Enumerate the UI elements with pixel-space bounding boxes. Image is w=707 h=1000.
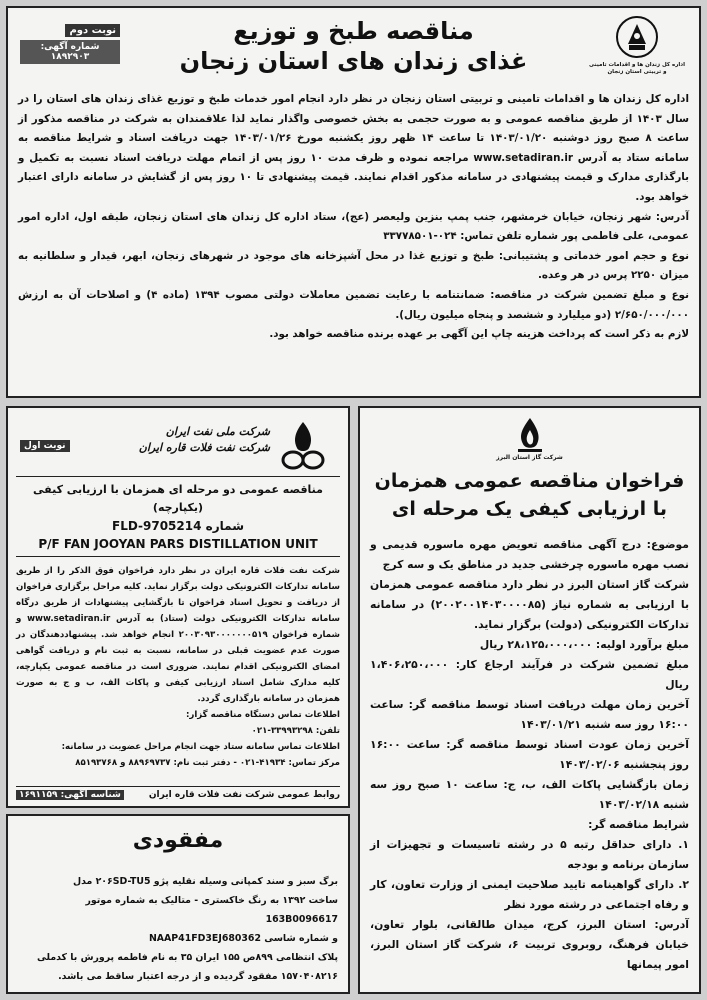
top-paragraph-5: لازم به ذکر است که پرداخت هزینه چاپ این آگهی بر عهده برنده مناقصه خواهد بود. bbox=[269, 328, 689, 341]
prison-emblem-icon bbox=[614, 14, 660, 60]
top-paragraph-1: اداره کل زندان ها و اقدامات تامینی و تربیتی استان زنجان در نظر دارد انجام امور خدمات طبخ و توزیع غذای زندان های استان را در سال ۱۴۰۳ از طریق مناقصه عمومی و به صورت حجمی به بخش خصوصی واگذار نماید لذا علاقمندان به شرکت در مناقصه مذکور از ساعت ۸ صبح روز دوشنبه ۱۴۰۳/۰۱/۲۰ تا ساعت ۱۴ ظهر روز یکشنبه مورخ ۱۴۰۳/۰۱/۲۶ جهت دریافت اسناد و شرایط مناقصه به سامانه ستاد به آدرس www.setadiran.ir مراجعه نموده و ظرف مدت ۱۰ روز پس از اتمام مهلت دریافت اسناد نسبت به تکمیل و بارگذاری مدارک و قیمت پیشنهادی در سامانه مذکور اقدام نمایند. قیمت پیشنهادی تا ۱۰ روز پس از گشایش در سامانه دارای اعتبار خواهد بود. bbox=[18, 93, 689, 203]
gas-condition-1: ۱. دارای حداقل رتبه ۵ در رشته تاسیسات و تجهیزات از سازمان برنامه و بودجه bbox=[370, 838, 690, 871]
lost-line-3: و شماره شاسی NAAP41FD3EJ680362 bbox=[148, 933, 338, 944]
oil-org-names bbox=[139, 424, 270, 456]
gas-org-caption: شرکت گاز استان البرز bbox=[496, 454, 563, 461]
gas-doc-deadline: آخرین زمان مهلت دریافت اسناد توسط مناقصه گر: ساعت ۱۶:۰۰ روز سه شنبه ۱۴۰۳/۰۱/۲۱ bbox=[370, 698, 689, 731]
gas-title-block bbox=[370, 467, 689, 523]
prison-org-emblem bbox=[587, 14, 687, 76]
oil-contact-label: اطلاعات تماس دستگاه مناقصه گزار: bbox=[185, 710, 340, 720]
top-badges bbox=[20, 18, 120, 64]
oil-english-title: P/F FAN JOOYAN PARS DISTILLATION UNIT bbox=[38, 537, 318, 551]
gas-guarantee: مبلغ تضمین شرکت در فرآیند ارجاع کار: ۱،۴۰۶،۲۵۰،۰۰۰ ریال bbox=[370, 658, 689, 691]
oil-footer-publicrelations: روابط عمومی شرکت نفت فلات قاره ایران bbox=[148, 790, 340, 800]
top-title-line2: غذای زندان های استان زنجان bbox=[179, 47, 528, 75]
lost-document-advertisement bbox=[6, 814, 350, 994]
top-advertisement bbox=[6, 6, 701, 398]
oil-org-line2: شرکت نفت فلات قاره ایران bbox=[138, 441, 270, 454]
top-turn-badge: نوبت دوم bbox=[65, 24, 120, 37]
oil-footer bbox=[16, 786, 340, 800]
top-title-line1: مناقصه طبخ و توزیع bbox=[233, 17, 474, 45]
oil-title: مناقصه عمومی دو مرحله ای همزمان با ارزیابی کیفی (یکپارچه) bbox=[33, 483, 323, 514]
gas-intro: شرکت گاز استان البرز در نظر دارد مناقصه عمومی همزمان با ارزیابی به شماره نیاز (۲۰۰۲۰۰۱۴۰۳۰۰۰۰۸۵) در سامانه تدارکات الکترونیکی (دولت) برگزار نماید. bbox=[370, 578, 689, 631]
oil-org-line1: شرکت ملی نفت ایران bbox=[165, 425, 270, 438]
gas-address: آدرس: استان البرز، کرج، میدان طالقانی، بلوار تعاون، خیابان فرهنگ، روبروی تربیت ۶، شرکت گاز استان البرز، امور پیمانها bbox=[370, 918, 690, 971]
gas-company-logo bbox=[370, 416, 689, 461]
oil-setad-phone: مرکز تماس: ۴۱۹۳۴-۰۲۱ - دفتر ثبت نام: ۸۸۹۶۹۷۳۷ و ۸۵۱۹۳۷۶۸ bbox=[75, 758, 340, 768]
gas-estimate: مبلغ برآورد اولیه: ۲۸،۱۲۵،۰۰۰،۰۰۰ ریال bbox=[479, 638, 689, 651]
gas-flame-icon bbox=[513, 416, 547, 454]
oil-title-block bbox=[16, 481, 340, 553]
oil-company-logo bbox=[276, 418, 330, 472]
gas-tender-advertisement bbox=[358, 406, 701, 994]
oil-company-icon bbox=[276, 418, 330, 472]
top-paragraph-3: نوع و حجم امور خدماتی و پشتیبانی: طبخ و توزیع غذا در محل آشپزخانه های موجود در شهرهای زنجان، ابهر، قیدار و سلطانیه به میزان ۲۲۵۰ پرس در هر وعده. bbox=[18, 249, 689, 282]
gas-opening-time: زمان بازگشایی پاکات الف، ب، ج: ساعت ۱۰ صبح روز سه شنبه ۱۴۰۳/۰۲/۱۸ bbox=[370, 778, 689, 811]
gas-title-line2: با ارزیابی کیفی یک مرحله ای bbox=[391, 498, 668, 520]
oil-footer-ad-id: شناسه آگهی: ۱۶۹۱۱۵۹ bbox=[16, 790, 124, 800]
gas-condition-2: ۲. دارای گواهینامه تایید صلاحیت ایمنی از وزارت تعاون، کار و رفاه اجتماعی در رشته مورد نظر bbox=[370, 878, 689, 911]
gas-return-deadline: آخرین زمان عودت اسناد توسط مناقصه گر: ساعت ۱۶:۰۰ روز پنجشنبه ۱۴۰۳/۰۲/۰۶ bbox=[370, 738, 689, 771]
lost-line-5: ۱۵۷۰۴۰۸۲۱۶ مفقود گردیده و از درجه اعتبار ساقط می باشد. bbox=[58, 971, 338, 982]
oil-tender-advertisement bbox=[6, 406, 350, 808]
lost-line-4: پلاک انتظامی ۸۹۹ص ۱۵۵ ایران ۳۵ به نام فاطمه پرورش با کدملی bbox=[37, 952, 338, 963]
top-ad-number: شماره آگهی: ۱۸۹۲۹۰۳ bbox=[20, 40, 120, 64]
gas-subject: موضوع: درج آگهی مناقصه تعویض مهره ماسوره قدیمی و نصب مهره ماسوره چرخشی جدید در مناطق یک و سه کرج bbox=[370, 538, 689, 571]
oil-contact-phone: تلفن: ۳۳۹۹۳۲۹۸-۰۲۱ bbox=[251, 726, 340, 736]
lost-line-2: ساخت ۱۳۹۲ به رنگ خاکستری - متالیک به شماره موتور 163B0096617 bbox=[85, 895, 338, 925]
oil-number: شماره FLD-9705214 bbox=[112, 519, 244, 533]
oil-header bbox=[16, 414, 340, 476]
oil-setad-contact: اطلاعات تماس سامانه ستاد جهت انجام مراحل عضویت در سامانه: bbox=[61, 742, 340, 752]
top-paragraph-2: آدرس: شهر زنجان، خیابان خرمشهر، جنب پمپ بنزین ولیعصر (عج)، ستاد اداره کل زندان های استان زنجان، طبقه اول، اداره امور عمومی، علی فاطمی پور شماره تلفن تماس: ۰۲۴-۳۳۷۷۸۵۰۱ bbox=[18, 210, 689, 243]
oil-turn-badge: نوبت اول bbox=[20, 440, 70, 452]
top-paragraph-4: نوع و مبلغ تضمین شرکت در مناقصه: ضمانتنامه با رعایت تضمین معاملات دولتی مصوب ۱۳۹۴ (ماده ۴) و اصلاحات آن به ارزش ۲/۶۵۰/۰۰۰/۰۰۰ (دو میلیارد و ششصد و پنجاه میلیون ریال). bbox=[18, 288, 689, 321]
lost-title: مفقودی bbox=[132, 828, 224, 853]
top-org-caption: اداره کل زندان ها و اقدامات تامینی و تربیتی استان زنجان bbox=[588, 62, 686, 75]
oil-paragraph: شرکت نفت فلات قاره ایران در نظر دارد فراخوان فوق الذکر را از طریق سامانه تدارکات الکترونیکی دولت برگزار نماید. کلیه مراحل برگزاری فراخوان از دریافت و تحویل اسناد فراخوان تا بازگشایی پیشنهادات از طریق درگاه سامانه تدارکات الکترونیکی دولت (ستاد) به آدرس www.setadiran.ir و شماره فراخوان ۲۰۰۳۰۹۳۰۰۰۰۰۰۰۵۱۹ انجام خواهد شد. پیشنهاددهندگان در صورت عدم عضویت قبلی در سامانه، نسبت به ثبت نام و دریافت گواهی امضای الکترونیکی اقدام نمایند. ضروری است در مناقصه عمومی یکپارچه، کلیه مدارک شامل اسناد ارزیابی کیفی و پاکات الف، ب و ج به صورت همزمان در سامانه بارگذاری گردد. bbox=[16, 566, 340, 704]
gas-conditions-heading: شرایط مناقصه گر: bbox=[588, 818, 689, 831]
gas-title-line1: فراخوان مناقصه عمومی همزمان bbox=[374, 470, 685, 492]
lost-line-1: برگ سبز و سند کمپانی وسیله نقلیه پژو ۲۰۶SD-TU5 مدل bbox=[72, 876, 338, 887]
